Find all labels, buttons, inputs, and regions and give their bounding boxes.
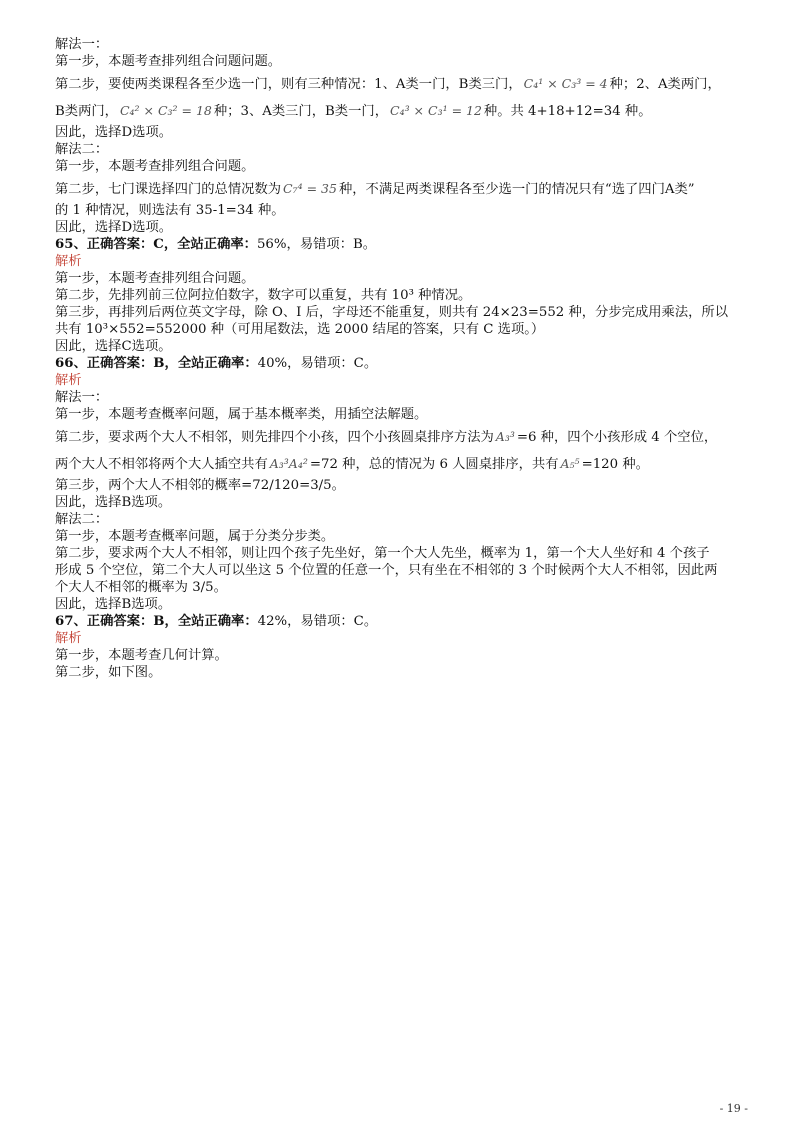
analysis-label: 解析 [55, 373, 82, 388]
text-line: 个大人不相邻的概率为 3/5。 [55, 580, 227, 595]
math-formula: C₄³ × C₃¹ = 12 [390, 103, 482, 118]
text-line: 共有 10³×552=552000 种（可用尾数法，选 2000 结尾的答案，只有 C 选项。） [55, 322, 545, 337]
text-line: 解法一： [55, 390, 109, 405]
text-line: 第一步，本题考查概率问题，属于基本概率类，用插空法解题。 [55, 407, 428, 422]
text-line: 因此，选择C选项。 [55, 339, 172, 354]
text-line: B类两门， C₄² × C₃² = 18 种；3、A类三门，B类一门， C₄³ × C₃¹ = 12 种。共 4+18+12=34 种。 [55, 103, 652, 119]
math-formula: A₃³A₄² [269, 456, 308, 471]
analysis-label: 解析 [55, 631, 82, 646]
math-formula: A₅⁵ [560, 456, 580, 471]
text-line: 形成 5 个空位，第二个大人可以坐这 5 个位置的任意一个，只有坐在不相邻的 3 个时候两个大人不相邻，因此两 [55, 563, 718, 578]
text-line: 第二步，先排列前三位阿拉伯数字，数字可以重复，共有 10³ 种情况。 [55, 288, 472, 303]
page-number: - 19 - [719, 1102, 748, 1115]
document-page [55, 36, 750, 681]
answer-heading-65: 65、正确答案：C，全站正确率：56%，易错项：B。 [55, 237, 377, 252]
text-line: 因此，选择B选项。 [55, 495, 172, 510]
text-line: 第二步，如下图。 [55, 665, 162, 680]
text-line: 第二步，七门课选择四门的总情况数为 C₇⁴ = 35 种，不满足两类课程各至少选一门的情况只有“选了四门A类” [55, 181, 695, 197]
text-line: 因此，选择B选项。 [55, 597, 172, 612]
text-line: 解法二： [55, 512, 109, 527]
text-line: 第一步，本题考查排列组合问题。 [55, 271, 255, 286]
math-formula: C₄² × C₃² = 18 [119, 103, 212, 118]
text-line: 第一步，本题考查几何计算。 [55, 648, 228, 663]
math-formula: A₃³ [495, 429, 515, 444]
text-line: 第二步，要求两个大人不相邻，则让四个孩子先坐好，第一个大人先坐，概率为 1，第一个大人坐好和 4 个孩子 [55, 546, 710, 561]
text-line: 第三步，再排列后两位英文字母，除 O、I 后，字母还不能重复，则共有 24×23=552 种，分步完成用乘法，所以 [55, 305, 729, 320]
text-line: 因此，选择D选项。 [55, 220, 173, 235]
text-line: 解法一： [55, 37, 109, 52]
text-line: 的 1 种情况，则选法有 35-1=34 种。 [55, 203, 285, 218]
text-line: 解法二： [55, 142, 109, 157]
answer-heading-67: 67、正确答案：B，全站正确率：42%，易错项：C。 [55, 614, 378, 629]
text-line: 第三步，两个大人不相邻的概率=72/120=3/5。 [55, 478, 345, 493]
math-formula: C₇⁴ = 35 [283, 181, 337, 196]
text-line: 第一步，本题考查排列组合问题问题。 [55, 54, 282, 69]
text-line: 第二步，要使两类课程各至少选一门，则有三种情况：1、A类一门，B类三门， C₄¹ × C₃³ = 4 种；2、A类两门， [55, 76, 721, 92]
text-line: 第一步，本题考查概率问题，属于分类分步类。 [55, 529, 335, 544]
text-line: 第一步，本题考查排列组合问题。 [55, 159, 255, 174]
text-line: 因此，选择D选项。 [55, 125, 173, 140]
analysis-label: 解析 [55, 254, 82, 269]
math-formula: C₄¹ × C₃³ = 4 [523, 76, 608, 91]
text-line: 两个大人不相邻将两个大人插空共有 A₃³A₄² =72 种，总的情况为 6 人圆桌排序，共有 A₅⁵ =120 种。 [55, 456, 649, 472]
text-line: 第二步，要求两个大人不相邻，则先排四个小孩，四个小孩圆桌排序方法为 A₃³ =6 种，四个小孩形成 4 个空位， [55, 429, 718, 445]
answer-heading-66: 66、正确答案：B，全站正确率：40%，易错项：C。 [55, 356, 378, 371]
